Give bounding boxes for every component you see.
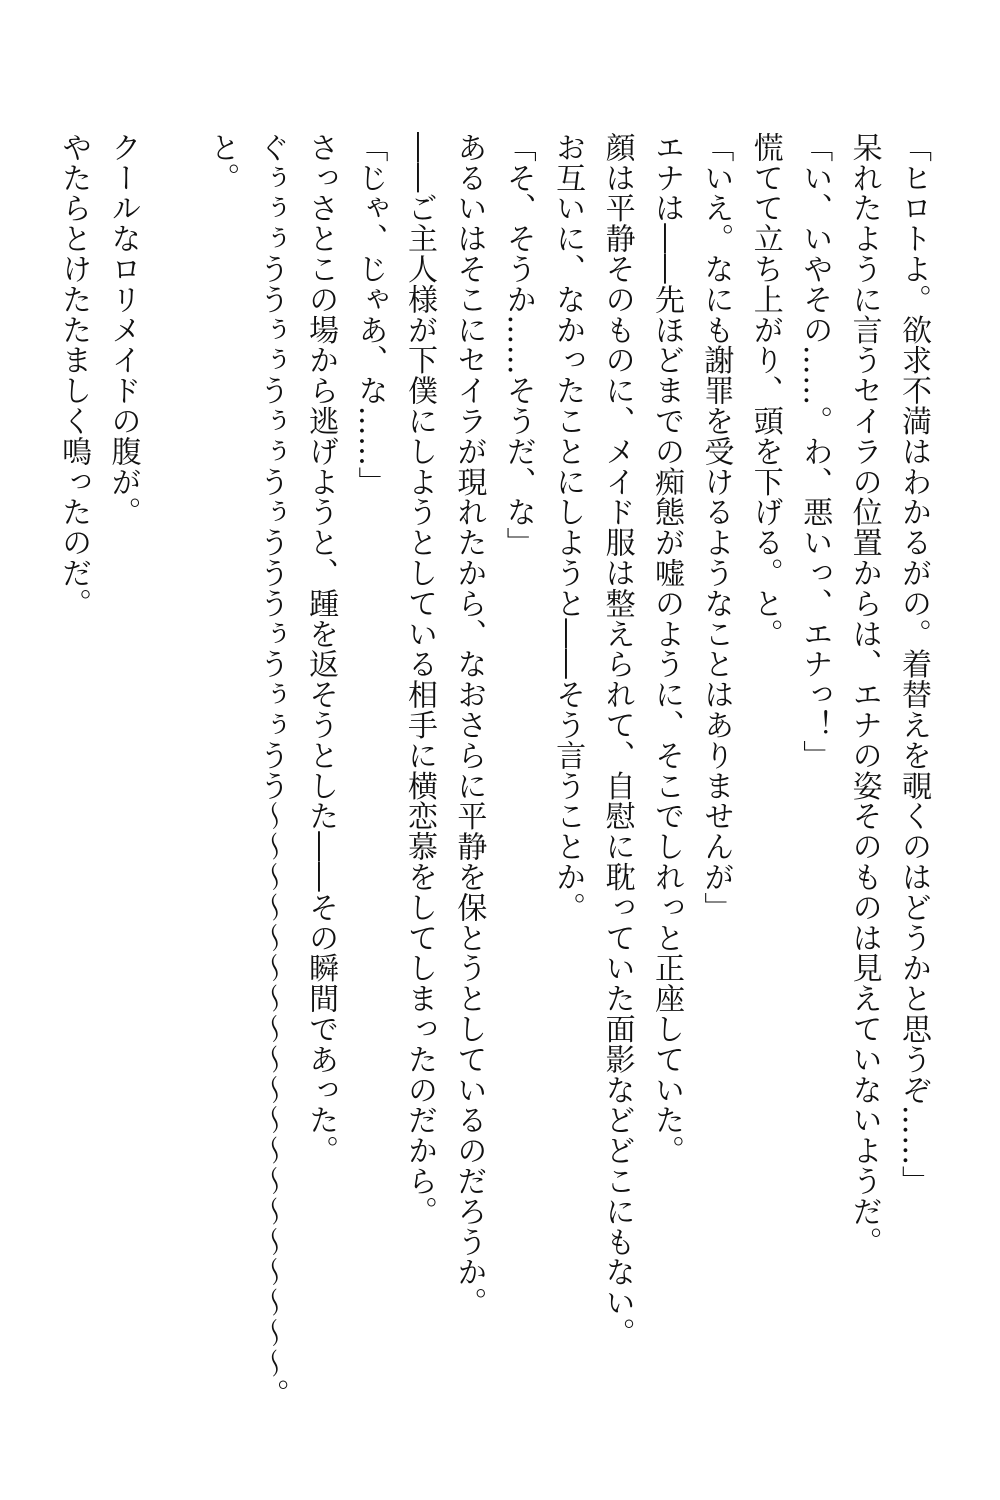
text-line: と。 bbox=[204, 132, 240, 193]
text-line: ぐぅぅぅううぅぅうぅぅうぅうううぅうぅぅうう〜〜〜〜〜〜〜〜〜〜〜〜〜〜〜〜〜〜〜。 bbox=[253, 132, 289, 1409]
text-line: 「ヒロトよ。欲求不満はわかるがの。着替えを覗くのはどうかと思うぞ……」 bbox=[896, 132, 931, 1196]
text-line: 「い、いやその……。わ、悪いっ、エナっ！」 bbox=[797, 132, 833, 771]
text-line: さっさとこの場から逃げようと、踵を返そうとした――その瞬間であった。 bbox=[303, 132, 339, 1166]
text-line: 「じゃ、じゃあ、な……」 bbox=[352, 132, 388, 497]
text-line: 「そ、そうか……そうだ、な」 bbox=[500, 132, 536, 558]
text-line: お互いに、なかったことにしようと――そう言うことか。 bbox=[550, 132, 586, 923]
text-line: あるいはそこにセイラが現れたから、なおさらに平静を保とうとしているのだろうか。 bbox=[451, 132, 487, 1318]
text-line: 慌てて立ち上がり、頭を下げる。と。 bbox=[747, 132, 783, 649]
text-line: やたらとけたたましく鳴ったのだ。 bbox=[56, 132, 92, 619]
blank-line bbox=[148, 132, 197, 1372]
vertical-text-body bbox=[49, 132, 938, 1409]
text-line: 顔は平静そのものに、メイド服は整えられて、自慰に耽っていた面影などどこにもない。 bbox=[599, 132, 635, 1348]
text-line: クールなロリメイドの腹が。 bbox=[105, 132, 141, 528]
text-line: ――ご主人様が下僕にしようとしている相手に横恋慕をしてしまったのだから。 bbox=[401, 132, 437, 1227]
text-line: 「いえ。なにも謝罪を受けるようなことはありませんが」 bbox=[698, 132, 734, 923]
text-line: 呆れたように言うセイラの位置からは、エナの姿そのものは見えていないようだ。 bbox=[846, 132, 882, 1257]
text-line: エナは――先ほどまでの痴態が嘘のように、そこでしれっと正座していた。 bbox=[648, 132, 684, 1166]
